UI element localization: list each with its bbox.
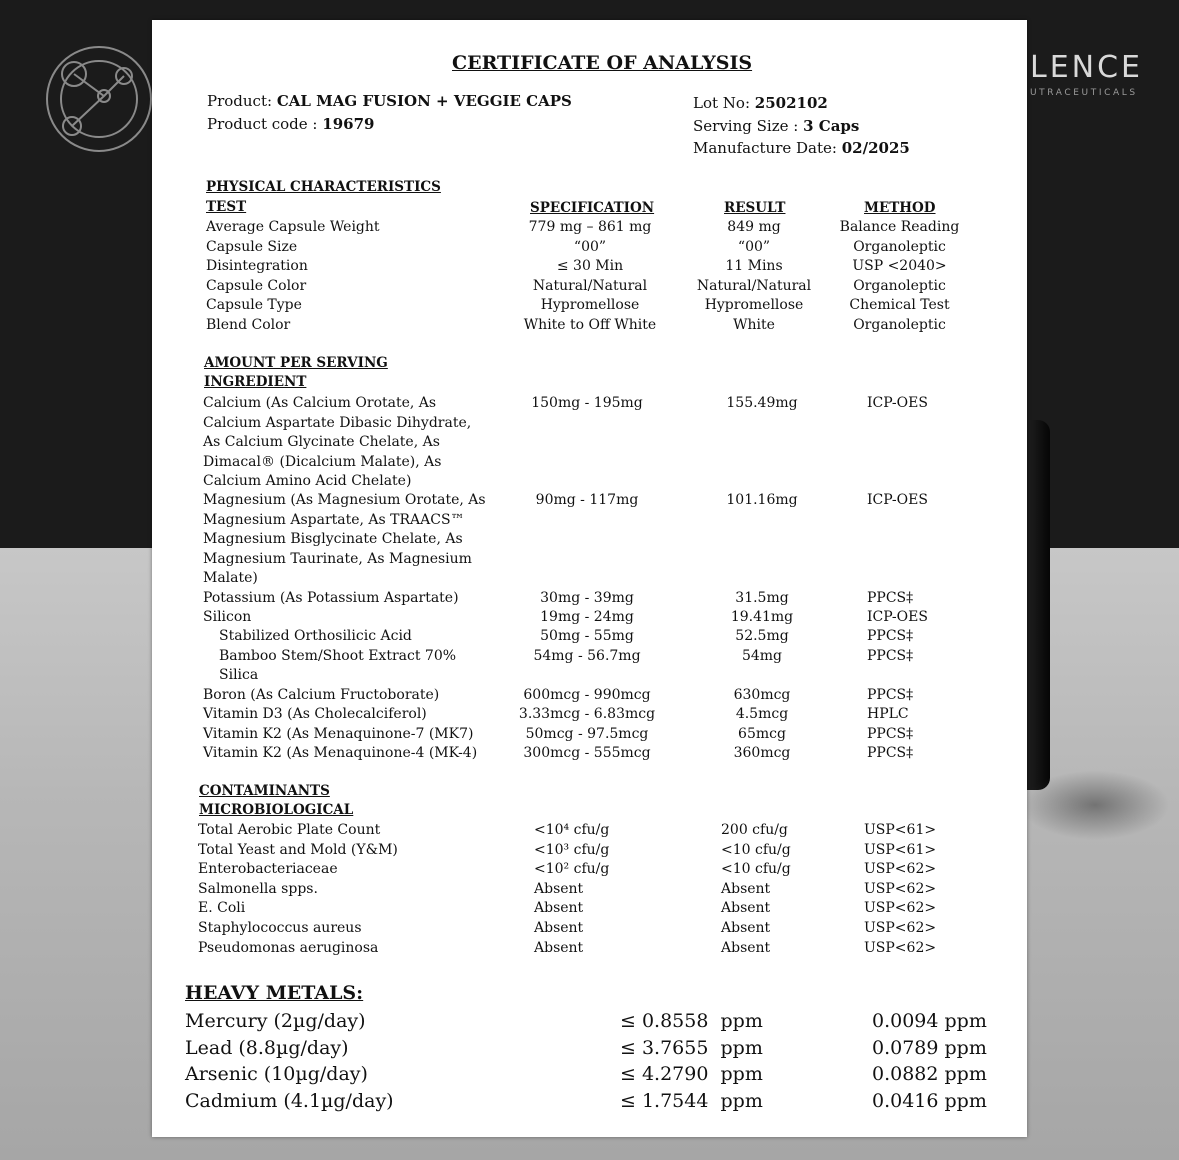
method-value: Chemical Test — [849, 297, 950, 314]
result-value: 54mg — [741, 647, 783, 664]
method-value: PPCS‡ — [867, 725, 914, 742]
result-value: <10 cfu/g — [721, 841, 791, 858]
method-value: USP<62> — [864, 861, 937, 878]
brand-logo-icon — [34, 34, 164, 164]
col-result-header: RESULT — [724, 200, 786, 216]
method-value: PPCS‡ — [867, 589, 914, 606]
spec-value: <10⁴ cfu/g — [534, 822, 610, 838]
limit-value: ≤ 1.7544 ppm — [620, 1089, 763, 1112]
test-name: Total Yeast and Mold (Y&M) — [198, 841, 398, 858]
spec-value: 30mg - 39mg — [540, 589, 634, 606]
spec-value: <10³ cfu/g — [534, 841, 610, 858]
spec-value: Absent — [534, 920, 584, 936]
result-value: 31.5mg — [735, 589, 789, 606]
result-value: 0.0094 ppm — [872, 1010, 987, 1032]
result-value: 0.0882 ppm — [872, 1063, 987, 1085]
method-value: Organoleptic — [853, 277, 946, 294]
result-value: 0.0416 ppm — [872, 1089, 987, 1112]
bottle-shadow — [1020, 770, 1170, 840]
serving-section-title: AMOUNT PER SERVING — [204, 355, 388, 371]
result-value: Absent — [721, 900, 771, 917]
result-value: 11 Mins — [725, 258, 783, 275]
result-value: <10 cfu/g — [721, 861, 791, 878]
ingredient-name-line: Vitamin K2 (As Menaquinone-7 (MK7) — [203, 725, 474, 742]
col-test-header: TEST — [206, 199, 247, 215]
brand-subtitle: UTRACEUTICALS — [1030, 88, 1138, 98]
serving-size-line: Serving Size : 3 Caps — [693, 117, 860, 135]
ingredient-name-line: Silicon — [203, 608, 252, 625]
test-name: Capsule Size — [206, 238, 298, 255]
spec-value: Natural/Natural — [532, 277, 648, 294]
test-name: Total Aerobic Plate Count — [198, 822, 381, 838]
ingredient-name — [219, 627, 412, 647]
result-value: 200 cfu/g — [721, 822, 788, 838]
test-name: Pseudomonas aeruginosa — [198, 939, 379, 956]
spec-value: 300mcg - 555mcg — [523, 745, 651, 762]
method-value: USP<62> — [864, 900, 937, 917]
test-name: Capsule Color — [206, 277, 307, 294]
ingredient-name-line: Magnesium Bisglycinate Chelate, As — [203, 531, 463, 548]
ingredient-name-line: Magnesium Taurinate, As Magnesium — [203, 550, 472, 567]
spec-value: 50mg - 55mg — [540, 628, 634, 645]
ingredient-name-line: Magnesium (As Magnesium Orotate, As — [203, 492, 486, 509]
result-value: 630mcg — [733, 686, 791, 703]
ingredient-name — [203, 725, 473, 745]
result-value: 19.41mg — [730, 608, 794, 625]
ingredient-name-line: Calcium Aspartate Dibasic Dihydrate, — [203, 414, 472, 431]
ingredient-name — [203, 686, 439, 706]
test-name: Staphylococcus aureus — [198, 920, 362, 936]
product-line: Product: CAL MAG FUSION + VEGGIE CAPS — [207, 92, 572, 110]
ingredient-name-line: Calcium Amino Acid Chelate) — [203, 473, 412, 489]
method-value: Organoleptic — [853, 317, 946, 333]
result-value: 0.0789 ppm — [872, 1036, 987, 1059]
result-value: 360mcg — [733, 745, 791, 762]
result-value: “00” — [737, 238, 771, 255]
col-method-header: METHOD — [864, 200, 936, 216]
result-value: 4.5mcg — [735, 706, 789, 723]
result-value: 65mcg — [738, 725, 786, 742]
spec-value: 150mg - 195mg — [531, 395, 643, 411]
ingredient-name-line: Stabilized Orthosilicic Acid — [219, 628, 412, 645]
spec-value: 779 mg – 861 mg — [528, 219, 652, 235]
result-value: 155.49mg — [726, 395, 798, 411]
ingredient-name-line: Malate) — [203, 570, 258, 587]
method-value: PPCS‡ — [867, 647, 914, 664]
ingredient-name-line: Calcium (As Calcium Orotate, As — [203, 395, 437, 411]
ingredient-name — [203, 394, 471, 492]
result-value: Hypromellose — [704, 297, 804, 314]
col-ingredient-header: INGREDIENT — [204, 374, 307, 390]
method-value: ICP-OES — [867, 492, 928, 509]
method-value: Balance Reading — [839, 219, 960, 235]
lot-line: Lot No: 2502102 — [693, 94, 828, 112]
metal-name: Arsenic (10µg/day) — [185, 1063, 368, 1085]
ingredient-name — [203, 491, 486, 589]
method-value: USP<62> — [864, 880, 937, 897]
limit-value: ≤ 3.7655 ppm — [620, 1036, 763, 1059]
result-value: Absent — [721, 920, 771, 936]
metal-name: Mercury (2µg/day) — [185, 1010, 366, 1032]
limit-value: ≤ 0.8558 ppm — [620, 1010, 763, 1032]
metal-name: Lead (8.8µg/day) — [185, 1036, 349, 1059]
test-name: Disintegration — [206, 258, 308, 275]
spec-value: 19mg - 24mg — [540, 608, 634, 625]
test-name: Average Capsule Weight — [206, 219, 380, 235]
result-value: White — [733, 317, 775, 333]
brand-name: LENCE — [1030, 50, 1144, 85]
spec-value: 90mg - 117mg — [535, 492, 639, 509]
test-name: Enterobacteriaceae — [198, 861, 338, 878]
method-value: USP<62> — [864, 920, 937, 936]
ingredient-name-line: Vitamin K2 (As Menaquinone-4 (MK-4) — [203, 745, 478, 762]
ingredient-name — [203, 589, 459, 609]
test-name: Salmonella spps. — [198, 880, 318, 897]
ingredient-name — [203, 608, 251, 628]
spec-value: 54mg - 56.7mg — [533, 647, 641, 664]
test-name: E. Coli — [198, 900, 246, 917]
result-value: Absent — [721, 880, 771, 897]
spec-value: Absent — [534, 939, 584, 956]
certificate-document — [152, 20, 1027, 1137]
method-value: ICP-OES — [867, 395, 928, 411]
contaminants-section-title: CONTAMINANTS — [199, 783, 330, 799]
limit-value: ≤ 4.2790 ppm — [620, 1063, 763, 1085]
product-code-line: Product code : 19679 — [207, 115, 375, 133]
method-value: PPCS‡ — [867, 686, 914, 703]
method-value: USP <2040> — [852, 258, 947, 275]
ingredient-name-line: Magnesium Aspartate, As TRAACS™ — [203, 511, 465, 528]
spec-value: White to Off White — [523, 317, 657, 333]
method-value: Organoleptic — [853, 238, 946, 255]
spec-value: 600mcg - 990mcg — [523, 686, 651, 703]
ingredient-name-line: Vitamin D3 (As Cholecalciferol) — [203, 706, 427, 723]
microbiological-subtitle: MICROBIOLOGICAL — [199, 802, 354, 818]
method-value: PPCS‡ — [867, 745, 914, 762]
result-value: 849 mg — [727, 219, 781, 235]
ingredient-name-line: Silica — [219, 667, 259, 684]
ingredient-name-line: Dimacal® (Dicalcium Malate), As — [203, 453, 442, 470]
result-value: 52.5mg — [735, 628, 789, 645]
result-value: Absent — [721, 939, 771, 956]
manufacture-date-line: Manufacture Date: 02/2025 — [693, 139, 910, 157]
method-value: PPCS‡ — [867, 628, 914, 645]
ingredient-name-line: Potassium (As Potassium Aspartate) — [203, 589, 459, 606]
spec-value: 50mcg - 97.5mcg — [525, 725, 649, 742]
test-name: Capsule Type — [206, 297, 302, 314]
ingredient-name — [203, 744, 477, 764]
ingredient-name — [203, 705, 427, 725]
heavy-metals-title: HEAVY METALS: — [185, 982, 364, 1004]
result-value: 101.16mg — [726, 492, 798, 509]
spec-value: <10² cfu/g — [534, 861, 610, 878]
col-spec-header: SPECIFICATION — [530, 200, 655, 216]
physical-section-title: PHYSICAL CHARACTERISTICS — [206, 179, 441, 195]
spec-value: 3.33mcg - 6.83mcg — [518, 706, 656, 723]
spec-value: ≤ 30 Min — [556, 258, 624, 275]
method-value: USP<61> — [864, 841, 937, 858]
test-name: Blend Color — [206, 317, 291, 333]
method-value: ICP-OES — [867, 608, 928, 625]
ingredient-name-line: Boron (As Calcium Fructoborate) — [203, 686, 440, 703]
spec-value: “00” — [573, 238, 607, 255]
method-value: HPLC — [867, 706, 909, 723]
spec-value: Hypromellose — [540, 297, 640, 314]
ingredient-name — [219, 647, 456, 686]
spec-value: Absent — [534, 880, 584, 897]
method-value: USP<61> — [864, 822, 937, 838]
metal-name: Cadmium (4.1µg/day) — [185, 1089, 394, 1112]
method-value: USP<62> — [864, 939, 937, 956]
result-value: Natural/Natural — [696, 277, 812, 294]
certificate-title: CERTIFICATE OF ANALYSIS — [452, 52, 753, 74]
ingredient-name-line: As Calcium Glycinate Chelate, As — [203, 434, 440, 450]
spec-value: Absent — [534, 900, 584, 917]
ingredient-name-line: Bamboo Stem/Shoot Extract 70% — [219, 647, 457, 664]
